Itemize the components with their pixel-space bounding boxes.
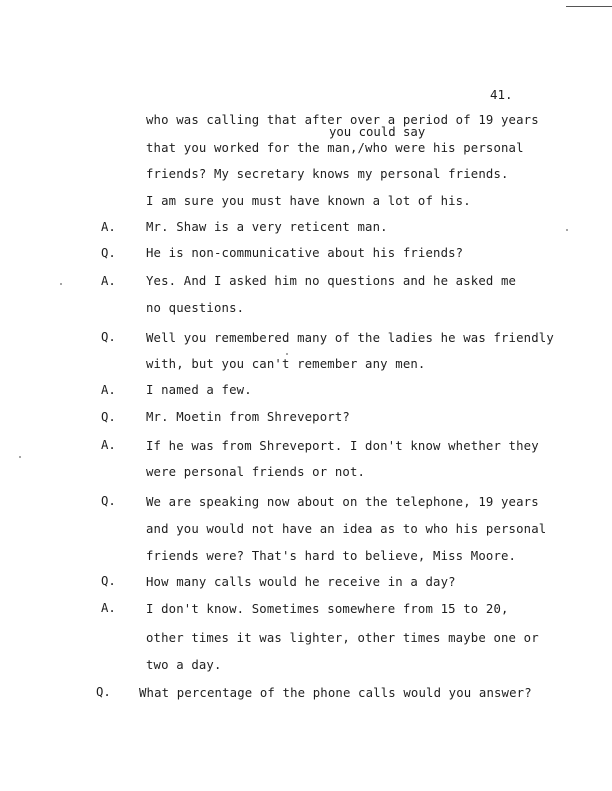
speaker-marker: A. xyxy=(101,383,116,397)
speaker-marker: Q. xyxy=(101,494,116,508)
scan-speck xyxy=(60,283,62,285)
speaker-marker: Q. xyxy=(101,574,116,588)
page-number: 41. xyxy=(490,87,513,102)
speaker-marker: Q. xyxy=(101,330,116,344)
scan-speck xyxy=(286,353,288,355)
speaker-marker: Q. xyxy=(96,685,111,699)
speaker-marker: Q. xyxy=(101,246,116,260)
continued-line-2: that you worked for the man,/who were his personal xyxy=(146,141,524,155)
testimony-line: I don't know. Sometimes somewhere from 15 to 20, xyxy=(146,602,509,616)
testimony-line: friends were? That's hard to believe, Miss Moore. xyxy=(146,549,517,563)
testimony-line: How many calls would he receive in a day? xyxy=(146,575,456,589)
testimony-line: Well you remembered many of the ladies he was friendly xyxy=(146,331,554,345)
speaker-marker: A. xyxy=(101,438,116,452)
testimony-line: I named a few. xyxy=(146,383,252,397)
continued-line-4: I am sure you must have known a lot of his. xyxy=(146,194,471,208)
testimony-line: He is non-communicative about his friends? xyxy=(146,246,464,260)
testimony-line: were personal friends or not. xyxy=(146,465,366,479)
testimony-line: What percentage of the phone calls would you answer? xyxy=(139,686,532,700)
speaker-marker: A. xyxy=(101,274,116,288)
testimony-line: Mr. Moetin from Shreveport? xyxy=(146,410,350,424)
speaker-marker: A. xyxy=(101,220,116,234)
testimony-line: We are speaking now about on the telephone, 19 years xyxy=(146,495,539,509)
corner-line-mark xyxy=(566,6,612,7)
continued-line-3: friends? My secretary knows my personal friends. xyxy=(146,167,509,181)
speaker-marker: A. xyxy=(101,601,116,615)
testimony-line: Mr. Shaw is a very reticent man. xyxy=(146,220,388,234)
scan-speck xyxy=(19,456,21,458)
testimony-line: Yes. And I asked him no questions and he asked me xyxy=(146,274,517,288)
testimony-line: other times it was lighter, other times maybe one or xyxy=(146,631,539,645)
testimony-line: If he was from Shreveport. I don't know whether they xyxy=(146,439,539,453)
testimony-line: and you would not have an idea as to who his personal xyxy=(146,522,547,536)
continued-line-1: who was calling that after over a period of 19 years xyxy=(146,113,539,127)
testimony-line: no questions. xyxy=(146,301,245,315)
scan-speck xyxy=(566,229,568,231)
speaker-marker: Q. xyxy=(101,410,116,424)
handwritten-insertion: you could say xyxy=(329,125,426,139)
testimony-line: with, but you can't remember any men. xyxy=(146,357,426,371)
testimony-line: two a day. xyxy=(146,658,222,672)
